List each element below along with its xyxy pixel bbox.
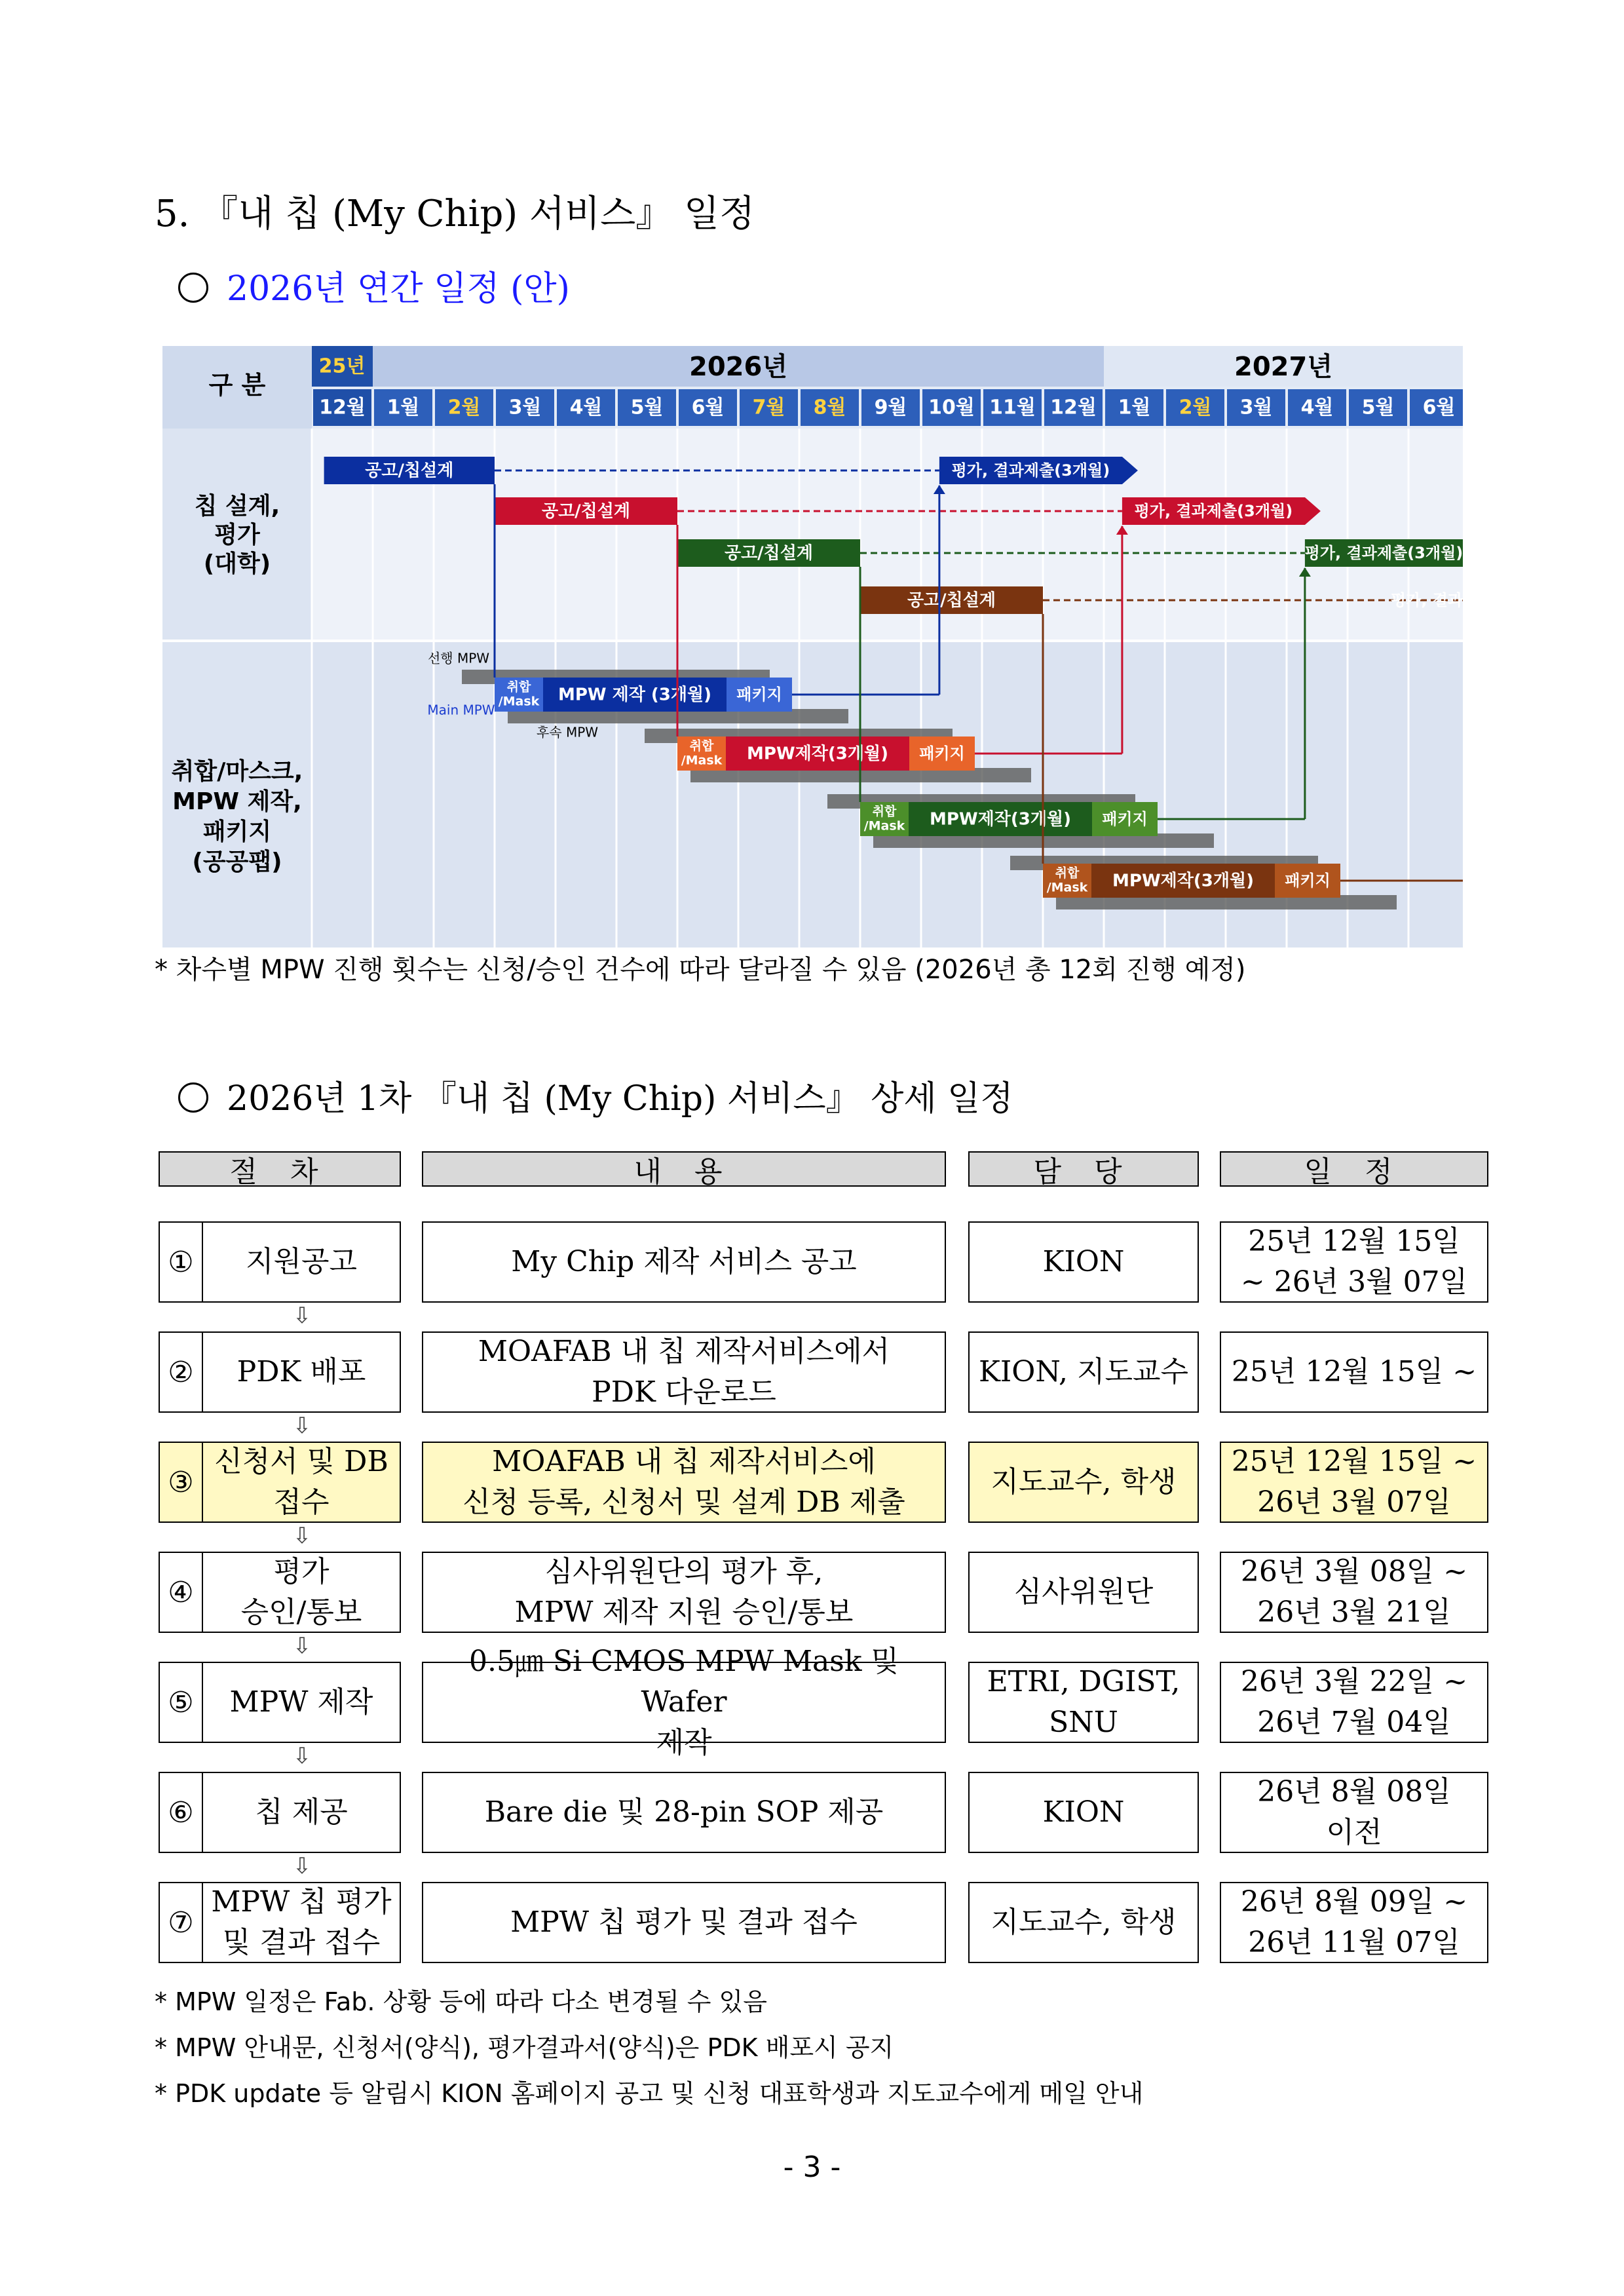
header-owner [968, 1151, 1199, 1187]
step-content: MOAFAB 내 칩 제작서비스에 신청 등록, 신청서 및 설계 DB 제출 [422, 1442, 946, 1523]
month-label: 5월 [1361, 396, 1395, 419]
step-cell [159, 1221, 401, 1303]
design-bar-label: 공고/칩설계 [365, 461, 454, 481]
step-name: PDK 배포 [236, 1355, 366, 1388]
year-label-25: 25년 [318, 354, 366, 378]
row-label-mpw: 취합/마스크, [171, 758, 303, 785]
row-label-mpw: MPW 제작, [172, 788, 302, 815]
mpw-package-label: 패키지 [1285, 871, 1331, 890]
design-bar-label: 공고/칩설계 [724, 543, 814, 564]
mpw-package-label: 패키지 [1102, 810, 1148, 828]
header-period-label: 일 정 [1304, 1155, 1405, 1189]
annual-heading-text: 2026년 연간 일정 (안) [227, 269, 570, 309]
footnote-2: * MPW 안내문, 신청서(양식), 평가결과서(양식)은 PDK 배포시 공지 [155, 2033, 894, 2062]
down-arrow-icon: ⇩ [292, 1523, 312, 1549]
month-label: 9월 [874, 396, 907, 419]
main-mpw-label: Main MPW [427, 702, 495, 718]
year-label-2027: 2027년 [1234, 352, 1332, 382]
gantt-footnote: * 차수별 MPW 진행 횟수는 신청/승인 건수에 따라 달라질 수 있음 (2026년 총 12회 진행 예정) [155, 955, 1246, 985]
row-label-design: 평가 [214, 522, 260, 548]
step-period: 26년 8월 09일 ~ 26년 11월 07일 [1220, 1882, 1488, 1963]
step-owner: 지도교수, 학생 [968, 1882, 1199, 1963]
month-label: 2월 [1179, 396, 1212, 419]
mpw-package-label: 패키지 [736, 685, 782, 704]
evaluation-label: 평가, 결과제출(3개월) [1134, 502, 1293, 520]
header-owner-label: 담 당 [1033, 1155, 1134, 1189]
month-label: 3월 [1239, 396, 1273, 419]
row-label-design: (대학) [203, 550, 271, 577]
detail-footnotes [155, 1979, 1143, 2116]
step-cell [159, 1882, 401, 1963]
step-period: 26년 8월 08일 이전 [1220, 1772, 1488, 1853]
down-arrow-icon: ⇩ [292, 1743, 312, 1769]
follow-mpw-label: 후속 MPW [536, 724, 599, 740]
step-content: MOAFAB 내 칩 제작서비스에서 PDK 다운로드 [422, 1331, 946, 1413]
step-name: MPW 칩 평가 및 결과 접수 [211, 1885, 392, 1959]
header-step [159, 1151, 401, 1187]
design-bar-label: 공고/칩설계 [541, 501, 631, 522]
month-label: 1월 [1118, 396, 1151, 419]
step-owner: KION [968, 1221, 1199, 1303]
evaluation-label: 평가, 결과제출(3개월) [1304, 544, 1463, 562]
month-label: 4월 [569, 396, 603, 419]
mpw-fab-label: MPW제작(3개월) [930, 809, 1071, 830]
month-label: 10월 [928, 396, 975, 419]
step-number: ④ [160, 1553, 203, 1632]
month-label: 12월 [1050, 396, 1097, 419]
step-content: 0.5㎛ Si CMOS MPW Mask 및 Wafer 제작 [422, 1662, 946, 1743]
mpw-fab-label: MPW 제작 (3개월) [557, 685, 712, 705]
month-label: 5월 [630, 396, 664, 419]
step-period: 25년 12월 15일 ~ 26년 3월 07일 [1220, 1221, 1488, 1303]
step-owner: ETRI, DGIST, SNU [968, 1662, 1199, 1743]
step-cell [159, 1442, 401, 1523]
step-number: ⑦ [160, 1883, 203, 1962]
circle-bullet-icon [178, 1082, 208, 1113]
header-step-label: 절 차 [229, 1155, 330, 1189]
month-label: 1월 [387, 396, 420, 419]
month-label: 6월 [1422, 396, 1456, 419]
step-period: 25년 12월 15일 ~ [1220, 1331, 1488, 1413]
corner-label: 구 분 [208, 370, 266, 400]
header-content-label: 내 용 [633, 1155, 734, 1189]
step-name: MPW 제작 [229, 1685, 373, 1719]
mpw-collect-label: /Mask [498, 694, 540, 709]
step-cell [159, 1772, 401, 1853]
evaluation-label: 평가, 결과제출(3개월) [951, 461, 1110, 480]
month-label: 11월 [989, 396, 1036, 419]
step-period: 25년 12월 15일 ~ 26년 3월 07일 [1220, 1442, 1488, 1523]
year-label-2026: 2026년 [689, 352, 787, 382]
step-number: ② [160, 1333, 203, 1411]
step-number: ⑤ [160, 1663, 203, 1742]
step-name: 평가 승인/통보 [240, 1555, 362, 1629]
step-content: 심사위원단의 평가 후, MPW 제작 지원 승인/통보 [422, 1552, 946, 1633]
month-label: 12월 [319, 396, 366, 419]
month-label: 2월 [447, 396, 481, 419]
step-content: Bare die 및 28-pin SOP 제공 [422, 1772, 946, 1853]
step-cell [159, 1662, 401, 1743]
down-arrow-icon: ⇩ [292, 1413, 312, 1439]
step-number: ③ [160, 1443, 203, 1521]
annual-gantt-chart [162, 346, 1463, 947]
month-label: 6월 [691, 396, 725, 419]
step-owner: 지도교수, 학생 [968, 1442, 1199, 1523]
month-label: 3월 [508, 396, 542, 419]
footnote-1: * MPW 일정은 Fab. 상황 등에 따라 다소 변경될 수 있음 [155, 1987, 767, 2016]
header-period [1220, 1151, 1488, 1187]
step-owner: 심사위원단 [968, 1552, 1199, 1633]
mpw-collect-label: 취합 [872, 804, 897, 819]
detail-heading-text: 2026년 1차 『내 칩 (My Chip) 서비스』 상세 일정 [227, 1079, 1013, 1119]
mpw-collect-label: /Mask [681, 753, 723, 768]
step-name: 지원공고 [245, 1245, 357, 1278]
down-arrow-icon: ⇩ [292, 1853, 312, 1879]
month-label: 7월 [752, 396, 785, 419]
mpw-package-label: 패키지 [919, 744, 965, 763]
detail-schedule-heading [178, 1071, 1013, 1120]
header-content [422, 1151, 946, 1187]
footnote-3: * PDK update 등 알림시 KION 홈페이지 공고 및 신청 대표학생과 지도교수에게 메일 안내 [155, 2079, 1144, 2108]
step-period: 26년 3월 22일 ~ 26년 7월 04일 [1220, 1662, 1488, 1743]
row-label-mpw: 패키지 [202, 818, 272, 845]
mpw-collect-label: 취합 [689, 738, 714, 754]
mpw-collect-label: 취합 [506, 679, 531, 695]
step-number: ① [160, 1223, 203, 1301]
annual-schedule-heading [178, 261, 570, 310]
step-period: 26년 3월 08일 ~ 26년 3월 21일 [1220, 1552, 1488, 1633]
mpw-collect-label: 취합 [1055, 866, 1080, 881]
page-number: - 3 - [783, 2151, 841, 2184]
month-label: 4월 [1300, 396, 1334, 419]
mpw-collect-label: /Mask [863, 818, 905, 833]
lead-mpw-label: 선행 MPW [427, 650, 490, 666]
step-cell [159, 1331, 401, 1413]
mpw-collect-label: /Mask [1046, 880, 1088, 895]
step-number: ⑥ [160, 1773, 203, 1852]
step-content: MPW 칩 평가 및 결과 접수 [422, 1882, 946, 1963]
row-label-design: 칩 설계, [194, 493, 280, 520]
step-cell [159, 1552, 401, 1633]
month-label: 8월 [813, 396, 846, 419]
down-arrow-icon: ⇩ [292, 1633, 312, 1659]
design-bar-label: 공고/칩설계 [907, 590, 996, 611]
evaluation-label: 평가, 결과 [1390, 591, 1463, 609]
step-name: 신청서 및 DB 접수 [214, 1445, 388, 1519]
step-name: 칩 제공 [255, 1795, 348, 1829]
down-arrow-icon: ⇩ [292, 1303, 312, 1329]
step-owner: KION, 지도교수 [968, 1331, 1199, 1413]
mpw-fab-label: MPW제작(3개월) [747, 744, 888, 764]
section-title: 5. 『내 칩 (My Chip) 서비스』 일정 [155, 193, 755, 235]
step-content: My Chip 제작 서비스 공고 [422, 1221, 946, 1303]
row-label-mpw: (공공팹) [192, 849, 282, 875]
step-owner: KION [968, 1772, 1199, 1853]
circle-bullet-icon [178, 273, 208, 303]
mpw-fab-label: MPW제작(3개월) [1112, 871, 1254, 891]
